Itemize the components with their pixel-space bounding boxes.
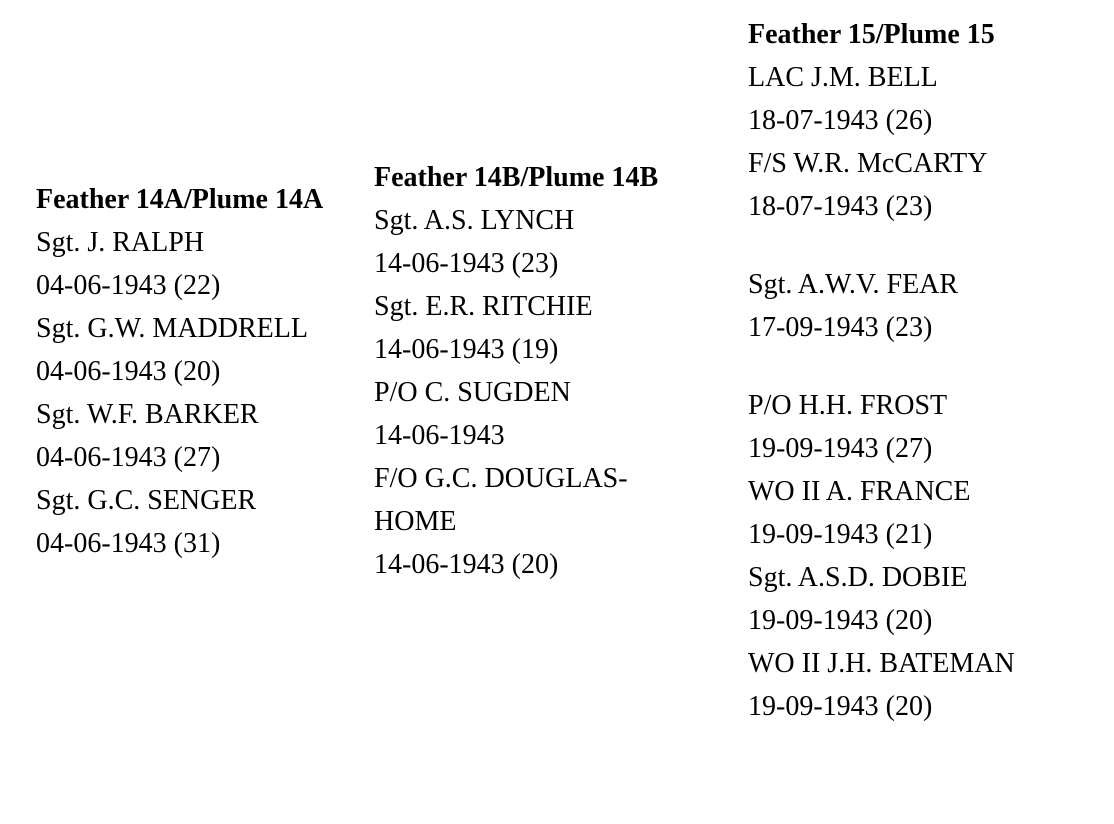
entry-name: Sgt. E.R. RITCHIE xyxy=(374,291,593,322)
entry-name: Sgt. G.W. MADDRELL xyxy=(36,313,308,344)
entry-name: P/O H.H. FROST xyxy=(748,390,948,421)
entry-date: 19-09-1943 (20) xyxy=(748,605,933,636)
entry-name: Sgt. A.W.V. FEAR xyxy=(748,269,959,300)
entry-name: P/O C. SUGDEN xyxy=(374,377,571,408)
entry-name: F/O G.C. DOUGLAS-HOME xyxy=(374,463,628,537)
entry-spacer xyxy=(748,349,1015,384)
entry-name: Sgt. W.F. BARKER xyxy=(36,399,259,430)
entry-date: 14-06-1943 (23) xyxy=(374,248,559,279)
entry-date: 18-07-1943 (26) xyxy=(748,105,933,136)
entry-date: 14-06-1943 (19) xyxy=(374,334,559,365)
entry-date: 14-06-1943 xyxy=(374,420,505,451)
entry-name: WO II J.H. BATEMAN xyxy=(748,648,1015,679)
entry-date: 04-06-1943 (20) xyxy=(36,356,221,387)
entry-date: 19-09-1943 (27) xyxy=(748,433,933,464)
column-feather-14a xyxy=(36,178,323,565)
entry-name: F/S W.R. McCARTY xyxy=(748,148,988,179)
column-heading: Feather 15/Plume 15 xyxy=(748,19,995,50)
entry-name: Sgt. G.C. SENGER xyxy=(36,485,257,516)
entry-date: 17-09-1943 (23) xyxy=(748,312,933,343)
entry-date: 04-06-1943 (27) xyxy=(36,442,221,473)
entry-name: LAC J.M. BELL xyxy=(748,62,938,93)
entry-name: Sgt. J. RALPH xyxy=(36,227,205,258)
entry-date: 14-06-1943 (20) xyxy=(374,549,559,580)
entry-name: WO II A. FRANCE xyxy=(748,476,971,507)
column-heading: Feather 14B/Plume 14B xyxy=(374,162,659,193)
entry-name: Sgt. A.S.D. DOBIE xyxy=(748,562,968,593)
entry-date: 04-06-1943 (22) xyxy=(36,270,221,301)
entry-date: 19-09-1943 (20) xyxy=(748,691,933,722)
entry-date: 04-06-1943 (31) xyxy=(36,528,221,559)
entry-name: Sgt. A.S. LYNCH xyxy=(374,205,575,236)
entry-date: 19-09-1943 (21) xyxy=(748,519,933,550)
column-feather-14b xyxy=(374,156,664,586)
column-heading: Feather 14A/Plume 14A xyxy=(36,184,324,215)
column-feather-15 xyxy=(748,13,1015,728)
entry-spacer xyxy=(748,228,1015,263)
entry-date: 18-07-1943 (23) xyxy=(748,191,933,222)
